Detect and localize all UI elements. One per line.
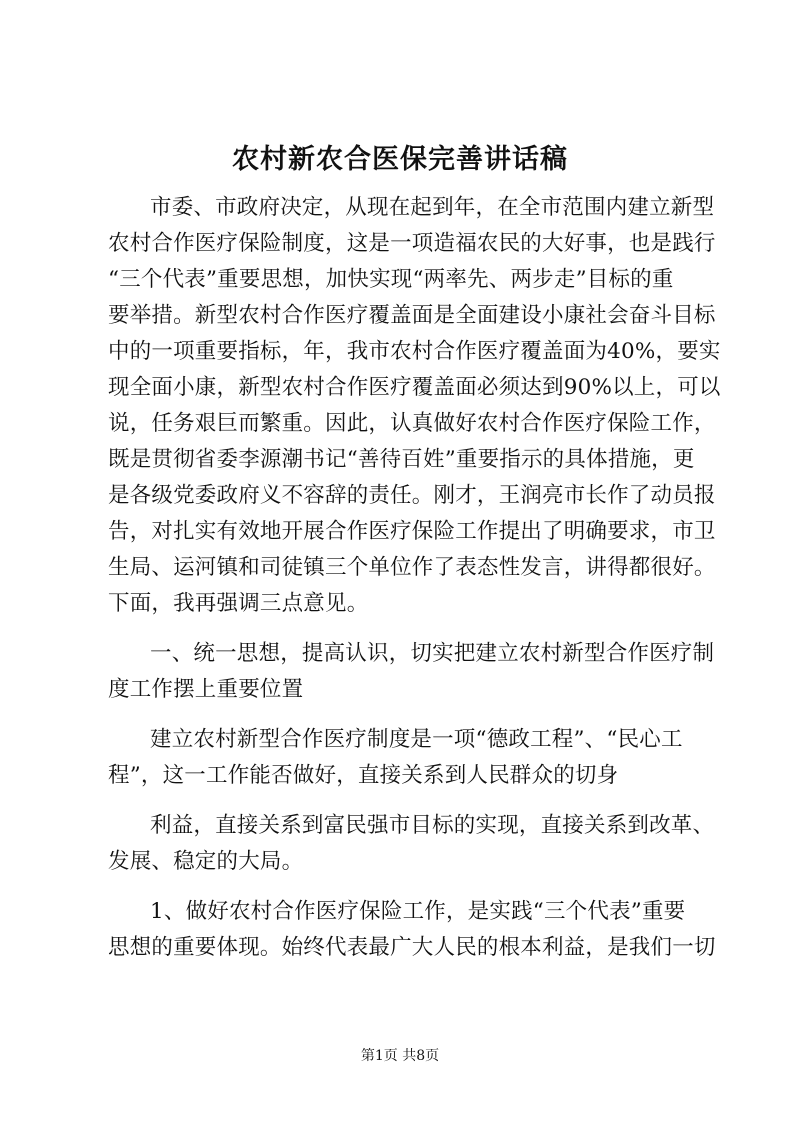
paragraph-line: 要举措。新型农村合作医疗覆盖面是全面建设小康社会奋斗目标 [108,303,716,328]
paragraph-line: 建立农村新型合作医疗制度是一项“德政工程”、“民心工 [150,727,683,752]
paragraph-line: 是各级党委政府义不容辞的责任。刚才，王润亮市长作了动员报 [108,483,716,508]
document-title: 农村新农合医保完善讲话稿 [232,144,568,175]
paragraph-line: 程”，这一工作能否做好，直接关系到人民群众的切身 [108,763,619,788]
paragraph-line: 说，任务艰巨而繁重。因此，认真做好农村合作医疗保险工作， [108,411,716,436]
paragraph-line: 1、做好农村合作医疗保险工作，是实践“三个代表”重要 [150,899,686,924]
paragraph-line: “三个代表”重要思想，加快实现“两率先、两步走”目标的重 [108,267,674,292]
paragraph-line: 利益，直接关系到富民强市目标的实现，直接关系到改革、 [150,813,715,838]
paragraph-line: 生局、运河镇和司徒镇三个单位作了表态性发言，讲得都很好。 [108,555,716,580]
section-heading-line: 度工作摆上重要位置 [108,677,304,702]
paragraph-line: 发展、稳定的大局。 [108,849,304,874]
page-number-footer: 第1页 共8页 [360,1048,440,1064]
paragraph-line: 思想的重要体现。始终代表最广大人民的根本利益，是我们一切 [108,935,716,960]
paragraph-line: 市委、市政府决定，从现在起到年，在全市范围内建立新型 [150,195,715,220]
paragraph-line: 下面，我再强调三点意见。 [108,591,369,616]
paragraph-line: 中的一项重要指标，年，我市农村合作医疗覆盖面为40%，要实 [108,339,721,364]
paragraph-line: 现全面小康，新型农村合作医疗覆盖面必须达到90%以上，可以 [108,375,721,400]
paragraph-line: 既是贯彻省委李源潮书记“善待百姓”重要指示的具体措施，更 [108,447,695,472]
section-heading-line: 一、统一思想，提高认识，切实把建立农村新型合作医疗制 [150,641,715,666]
paragraph-line: 告，对扎实有效地开展合作医疗保险工作提出了明确要求，市卫 [108,519,716,544]
paragraph-line: 农村合作医疗保险制度，这是一项造福农民的大好事，也是践行 [108,231,716,256]
